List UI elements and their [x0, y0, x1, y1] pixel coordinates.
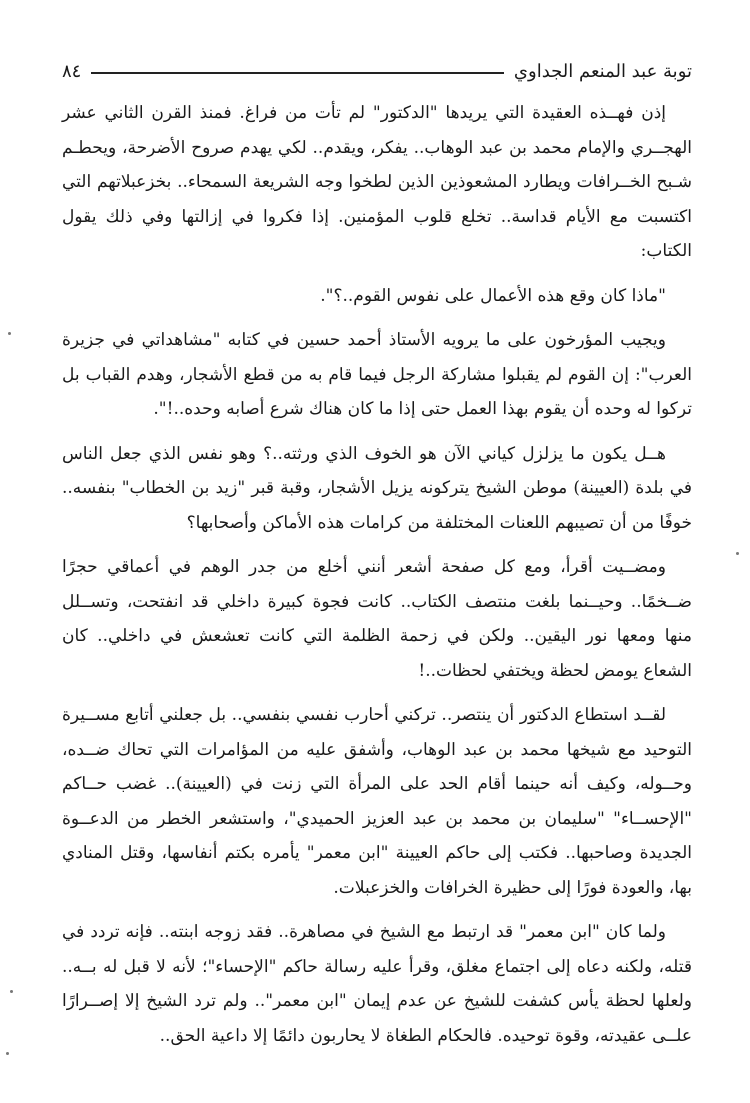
page-number: ٨٤ [62, 60, 82, 82]
paragraph-7: ولما كان "ابن معمر" قد ارتبط مع الشيخ في مصاهرة.. فقد زوجه ابنته.. فإنه تردد في قتله، ولكنه دعاه إلى اجتماع مغلق، وقرأ عليه رسالة حاكم "الإحساء"؛ لأنه لا قبل له بــه.. ولعلها لحظة يأس كشفت للشيخ عن عدم إيمان "ابن معمر".. ولم ترد الشيخ إلا إصــرارًا علــى عقيدته، وقوة توحيده. فالحكام الطغاة لا يحاربون دائمًا إلا داعية الحق.. [62, 922, 692, 1046]
paragraph-4: هــل يكون ما يزلزل كياني الآن هو الخوف الذي ورثته..؟ وهو نفس الذي جعل الناس في بلدة (العيينة) موطن الشيخ يتركونه يزيل الأشجار، وقبة قبر "زيد بن الخطاب" بنفسه.. خوفًا من أن تصيبهم اللعنات المختلفة من كرامات هذه الأماكن وأصحابها؟ [62, 443, 692, 533]
margin-mark [6, 1052, 9, 1055]
paragraph-6: لقــد استطاع الدكتور أن ينتصر.. تركني أحارب نفسي بنفسي.. بل جعلني أتابع مســيرة التوحيد مع شيخها محمد بن عبد الوهاب، وأشفق عليه من المؤامرات التي تحاك ضــده، وحــوله، وكيف أنه حينما أقام الحد على المرأة التي زنت في (العيينة).. غضب حــاكم "الإحســاء" "سليمان بن محمد بن عبد العزيز الحميدي"، واستشعر الخطر من الدعــوة الجديدة وصاحبها.. فكتب إلى حاكم العيينة "ابن معمر" يأمره بكتم أنفاسها، وقتل المنادي بها، والعودة فورًا إلى حظيرة الخرافات والخزعبلات. [62, 705, 692, 898]
margin-mark [10, 990, 13, 993]
paragraph-3: ويجيب المؤرخون على ما يرويه الأستاذ أحمد حسين في كتابه "مشاهداتي في جزيرة العرب": إن القوم لم يقبلوا مشاركة الرجل فيما قام به من قطع الأشجار، وهدم القباب بل تركوا له وحده أن يقوم بهذا العمل حتى إذا ما كان هناك شرع أصابه وحده..!". [62, 330, 692, 419]
header-rule [91, 72, 504, 74]
running-title: توبة عبد المنعم الجداوي [513, 60, 692, 82]
paragraph-1: إذن فهــذه العقيدة التي يريدها "الدكتور" لم تأت من فراغ. فمنذ القرن الثاني عشر الهجــري والإمام محمد بن عبد الوهاب.. يفكر، ويقدم.. لكي يهدم صروح الأضرحة، ويحطـم شـبح الخــرافات ويطارد المشعوذين الذين لطخوا وجه الشريعة السمحاء.. بخزعبلاتهم التي اكتسبت مع الأيام قداسة.. تخلع قلوب المؤمنين. إذا فكروا في إزالتها وفي ذلك يقول الكتاب: [62, 103, 692, 261]
body-text [62, 96, 692, 1063]
page-header [62, 56, 692, 86]
paragraph-5: ومضــيت أقرأ، ومع كل صفحة أشعر أنني أخلع من جدر الوهم في أعماقي حجرًا ضــخمًا.. وحيــنما بلغت منتصف الكتاب.. كانت فجوة كبيرة داخلي قد انفتحت، وتســلل منها ومعها نور اليقين.. ولكن في زحمة الظلمة التي كانت تعشعش في داخلي.. كان الشعاع يومض لحظة ويختفي لحظات..! [62, 557, 692, 681]
quote-paragraph: "ماذا كان وقع هذه الأعمال على نفوس القوم..؟". [320, 285, 666, 306]
margin-mark [8, 332, 11, 335]
margin-mark [736, 552, 739, 555]
